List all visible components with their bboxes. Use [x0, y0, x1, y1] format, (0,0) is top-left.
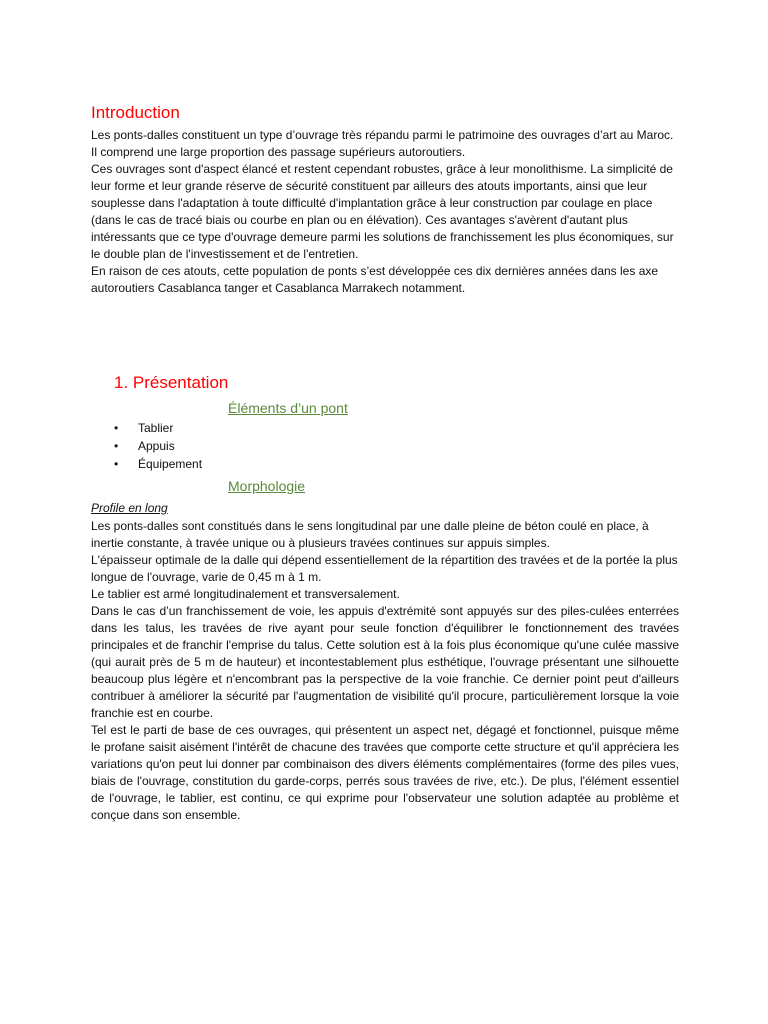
- presentation-body: [91, 518, 679, 824]
- bullet-icon: •: [114, 421, 119, 435]
- morphology-subheading: Morphologie: [228, 478, 306, 494]
- introduction-section: [91, 102, 679, 297]
- list-item-label: Équipement: [138, 457, 203, 471]
- presentation-heading: 1. Présentation: [114, 373, 229, 392]
- elements-list: [91, 419, 202, 473]
- intro-paragraph-3: En raison de ces atouts, cette population de ponts s’est développée ces dix dernières années dans les axe autoroutiers Casablanca tanger et Casablanca Marrakech notamment.: [91, 264, 659, 295]
- body-paragraph-5: Tel est le parti de base de ces ouvrages, qui présentent un aspect net, dégagé et fonctionnel, puisque même le profane saisit aisément l'intérêt de chacune des travées que comporte cette structure et qu'il appréciera les variations qu'on peut lui donner par combinaison des divers éléments complémentaires (forme des piles vues, biais de l'ouvrage, constitution du garde-corps, perrés sous travées de rive, etc.). De plus, l'élément essentiel de l'ouvrage, le tablier, est continu, ce qui exprime pour l'observateur une solution adaptée au problème et conçue dans son ensemble.: [91, 723, 679, 822]
- profile-label: Profile en long: [91, 501, 168, 515]
- intro-paragraph-1: Les ponts-dalles constituent un type d’ouvrage très répandu parmi le patrimoine des ouvrages d’art au Maroc. Il comprend une large proportion des passage supérieurs autoroutiers.: [91, 128, 674, 159]
- body-paragraph-3: Le tablier est armé longitudinalement et transversalement.: [91, 587, 400, 601]
- body-paragraph-1: Les ponts-dalles sont constitués dans le sens longitudinal par une dalle pleine de béton coulé en place, à inertie constante, à travée unique ou à plusieurs travées continues sur appuis simples.: [91, 519, 649, 550]
- list-item: [91, 419, 202, 437]
- list-item-label: Tablier: [138, 421, 174, 435]
- list-item: [91, 455, 202, 473]
- body-paragraph-4: Dans le cas d’un franchissement de voie, les appuis d'extrémité sont appuyés sur des piles-culées enterrées dans les talus, les travées de rive ayant pour seule fonction d'équilibrer le fonctionnement des travées principales et de franchir l'emprise du talus. Cette solution est à la fois plus économique qu'une culée massive (qui aurait près de 5 m de hauteur) et incontestablement plus esthétique, l'ouvrage présentant une silhouette beaucoup plus légère et n'encombrant pas la perspective de la voie franchie. Ce dernier point peut d'ailleurs contribuer à améliorer la sécurité par l'augmentation de visibilité qu'il procure, particulièrement lorsque la voie franchie est en courbe.: [91, 604, 679, 720]
- body-paragraph-2: L'épaisseur optimale de la dalle qui dépend essentiellement de la répartition des travées et de la portée la plus longue de l'ouvrage, varie de 0,45 m à 1 m.: [91, 553, 678, 584]
- introduction-heading: Introduction: [91, 103, 180, 122]
- elements-subheading: Éléments d’un pont: [228, 400, 348, 416]
- list-item-label: Appuis: [138, 439, 175, 453]
- bullet-icon: •: [114, 457, 119, 471]
- bullet-icon: •: [114, 439, 119, 453]
- intro-paragraph-2: Ces ouvrages sont d'aspect élancé et restent cependant robustes, grâce à leur monolithisme. La simplicité de leur forme et leur grande réserve de sécurité constituent par ailleurs des atouts importants, ainsi que leur souplesse dans l'adaptation à toute difficulté d'implantation grâce à leur construction par coulage en place (dans le cas de tracé biais ou courbe en plan ou en élévation). Ces avantages s'avèrent d'autant plus intéressants que ce type d'ouvrage demeure parmi les solutions de franchissement les plus économiques, sur le double plan de l'investissement et de l'entretien.: [91, 162, 674, 261]
- list-item: [91, 437, 202, 455]
